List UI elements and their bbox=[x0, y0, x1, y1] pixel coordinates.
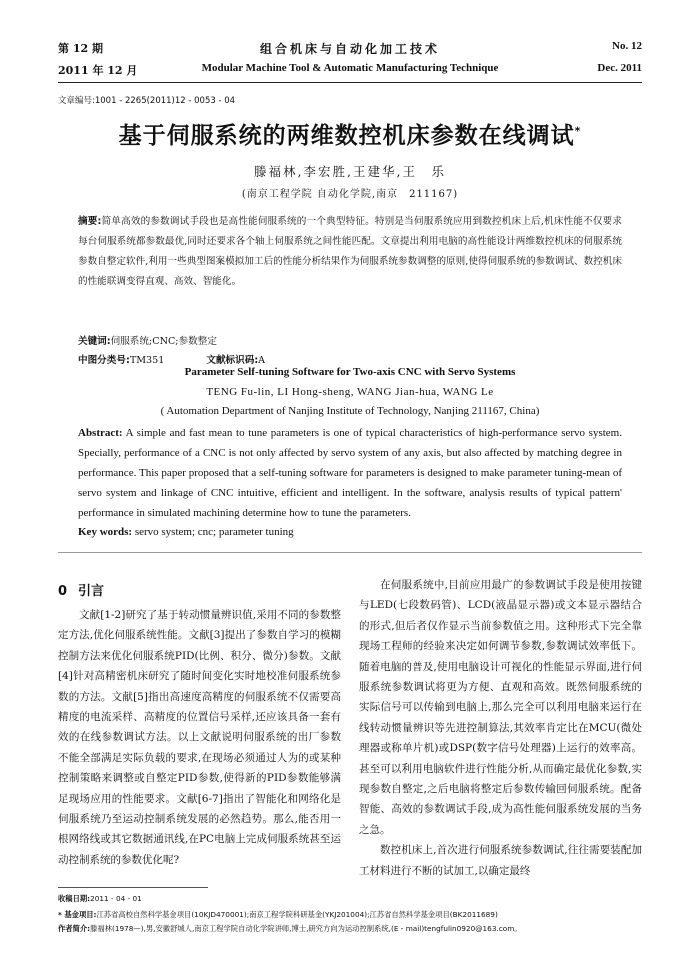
journal-title-cn: 组合机床与自动化加工技术 bbox=[259, 42, 440, 56]
abstract-en-text: A simple and fast mean to tune parameters is one of typical characteristics of high-performance servo system. Specially, performance of a CNC is not only affected by servo system of any axis, but also affected by matching degree in performance. This paper proposed that a self-tuning software for parameters is designed to make parameter tuning-mean of servo system and linkage of CNC intuitive, efficient and intelligent. In the software, analysis results of typical pattern' performance in simulated machining determine how to tune the parameters. bbox=[78, 427, 622, 519]
author-list: 滕福林,李宏胜,王建华,王 乐 bbox=[254, 164, 446, 179]
header-date-cn: 2011 年 12 月 bbox=[58, 64, 138, 77]
section-heading bbox=[58, 580, 104, 599]
paper-title-text: 基于伺服系统的两维数控机床参数在线调试 bbox=[118, 123, 575, 149]
body-paragraph: 文献[1-2]研究了基于转动惯量辨识值,采用不同的参数整定方法,优化伺服系统性能。文献[3]提出了参数自学习的模糊控制方法来优化伺服系统PID(比例、积分、微分)参数。文献[4]针对高精密机床研究了随时间变化实时地校准伺服系统参数的方法。文献[5]指出高速度高精度的伺服系统不仅需要高精度的电流采样、高精度的位置信号采样,还应该具备一套有效的在线参数调试方法。以上文献说明伺服系统的出厂参数不能全部满足实际负载的要求,在现场必须通过人为的或某种控制策略来调整或自整定PID参数,使得新的PID参数能够满足现场应用的性能要求。文献[6-7]指出了智能化和网络化是伺服系统乃至运动控制系统发展的必然趋势。那么,能否用一根网络线或其它数据通讯线,在PC电脑上完成伺服系统甚至运动控制系统的参数优化呢? bbox=[58, 609, 341, 866]
abstract-cn bbox=[78, 212, 622, 292]
body-paragraph: 数控机床上,首次进行伺服系统参数调试,往往需要装配加工材料进行不断的试加工,以确定最终 bbox=[359, 844, 642, 877]
header-divider bbox=[58, 82, 642, 83]
header-issue: 第 12 期 bbox=[58, 42, 103, 55]
doc-code-value: A bbox=[258, 355, 266, 366]
footnote-fund bbox=[58, 910, 498, 920]
clc-value: TM351 bbox=[129, 355, 165, 366]
article-number: 文章编号:1001 - 2265(2011)12 - 0053 - 04 bbox=[58, 96, 236, 106]
abstract-en-label: Abstract: bbox=[78, 427, 123, 439]
author-bio-label: 作者简介: bbox=[58, 924, 91, 933]
body-column-left bbox=[58, 605, 341, 870]
footnote-author bbox=[58, 924, 522, 934]
header-issue-en: No. 12 bbox=[612, 40, 642, 52]
footnote-received bbox=[58, 894, 142, 904]
paper-title bbox=[0, 117, 700, 150]
keywords-cn-text: 伺服系统;CNC;参数整定 bbox=[110, 336, 217, 347]
keywords-en-text: servo system; cnc; parameter tuning bbox=[134, 526, 294, 538]
author-bio-text: 滕福林(1978—),男,安徽舒城人,南京工程学院自动化学院讲师,博士,研究方向为运动控制系统,(E - mail)tengfulin0920@163.com。 bbox=[90, 924, 522, 933]
fund-label: * 基金项目: bbox=[58, 910, 97, 919]
english-authors: TENG Fu-lin, LI Hong-sheng, WANG Jian-hua, WANG Le bbox=[206, 386, 494, 398]
received-label: 收稿日期: bbox=[58, 894, 91, 903]
section-divider bbox=[58, 552, 642, 553]
section-title: 引言 bbox=[78, 584, 105, 599]
keywords-cn bbox=[78, 333, 217, 347]
abstract-en bbox=[78, 423, 622, 523]
body-column-right bbox=[359, 575, 642, 881]
section-number: 0 bbox=[58, 584, 68, 599]
title-footnote-mark: * bbox=[574, 124, 582, 138]
received-date: 2011 - 04 - 01 bbox=[90, 894, 142, 903]
doc-code-label: 文献标识码: bbox=[206, 355, 259, 366]
footnote-divider bbox=[58, 887, 208, 888]
abstract-cn-label: 摘要: bbox=[78, 216, 102, 227]
abstract-cn-text: 简单高效的参数调试手段也是高性能伺服系统的一个典型特征。特别是当伺服系统应用到数控机床上后,机床性能不仅要求每台伺服系统都参数最优,同时还要求各个轴上伺服系统之间性能匹配。文章提出利用电脑的高性能设计两维数控机床的伺服系统参数自整定软件,利用一些典型图案模拟加工后的性能分析结果作为伺服系统参数调整的原则,使得伺服系统的参数调试、数控机床的性能联调变得直观、高效、智能化。 bbox=[78, 216, 622, 287]
classification-line bbox=[78, 352, 265, 366]
english-affiliation: ( Automation Department of Nanjing Institute of Technology, Nanjing 211167, China) bbox=[160, 405, 540, 417]
journal-title-en: Modular Machine Tool & Automatic Manufacturing Technique bbox=[201, 62, 499, 74]
fund-text: 江苏省高校自然科学基金项目(10KJD470001);南京工程学院科研基金(YKJ201004);江苏省自然科学基金项目(BK2011689) bbox=[96, 910, 498, 919]
english-title: Parameter Self-tuning Software for Two-axis CNC with Servo Systems bbox=[184, 366, 516, 378]
affiliation: (南京工程学院 自动化学院,南京 211167) bbox=[241, 189, 459, 200]
clc-label: 中图分类号: bbox=[78, 355, 130, 366]
keywords-cn-label: 关键词: bbox=[78, 336, 111, 347]
keywords-en bbox=[78, 526, 294, 538]
body-paragraph: 在伺服系统中,目前应用最广的参数调试手段是使用按键与LED(七段数码管)、LCD(液晶显示器)或文本显示器结合的形式,但后者仅作显示当前参数值之用。这种形式下完全靠现场工程师的经验来决定如何调节参数,参数调试效率低下。随着电脑的普及,使用电脑设计可视化的性能显示界面,进行伺服系统参数调试将更为方便、直观和高效。既然伺服系统的实际信号可以传输到电脑上,那么完全可以利用电脑来运行在线转动惯量辨识等先进控制算法,其效率肯定比在MCU(微处理器或称单片机)或DSP(数字信号处理器)上运行的效率高。甚至可以利用电脑软件进行性能分析,从而确定最优化参数,实现参数自整定,之后电脑将整定后参数传输回伺服系统。配备智能、高效的参数调试手段,成为高性能伺服系统发展的当务之急。 bbox=[359, 579, 642, 836]
keywords-en-label: Key words: bbox=[78, 526, 133, 538]
header-date-en: Dec. 2011 bbox=[597, 62, 642, 74]
